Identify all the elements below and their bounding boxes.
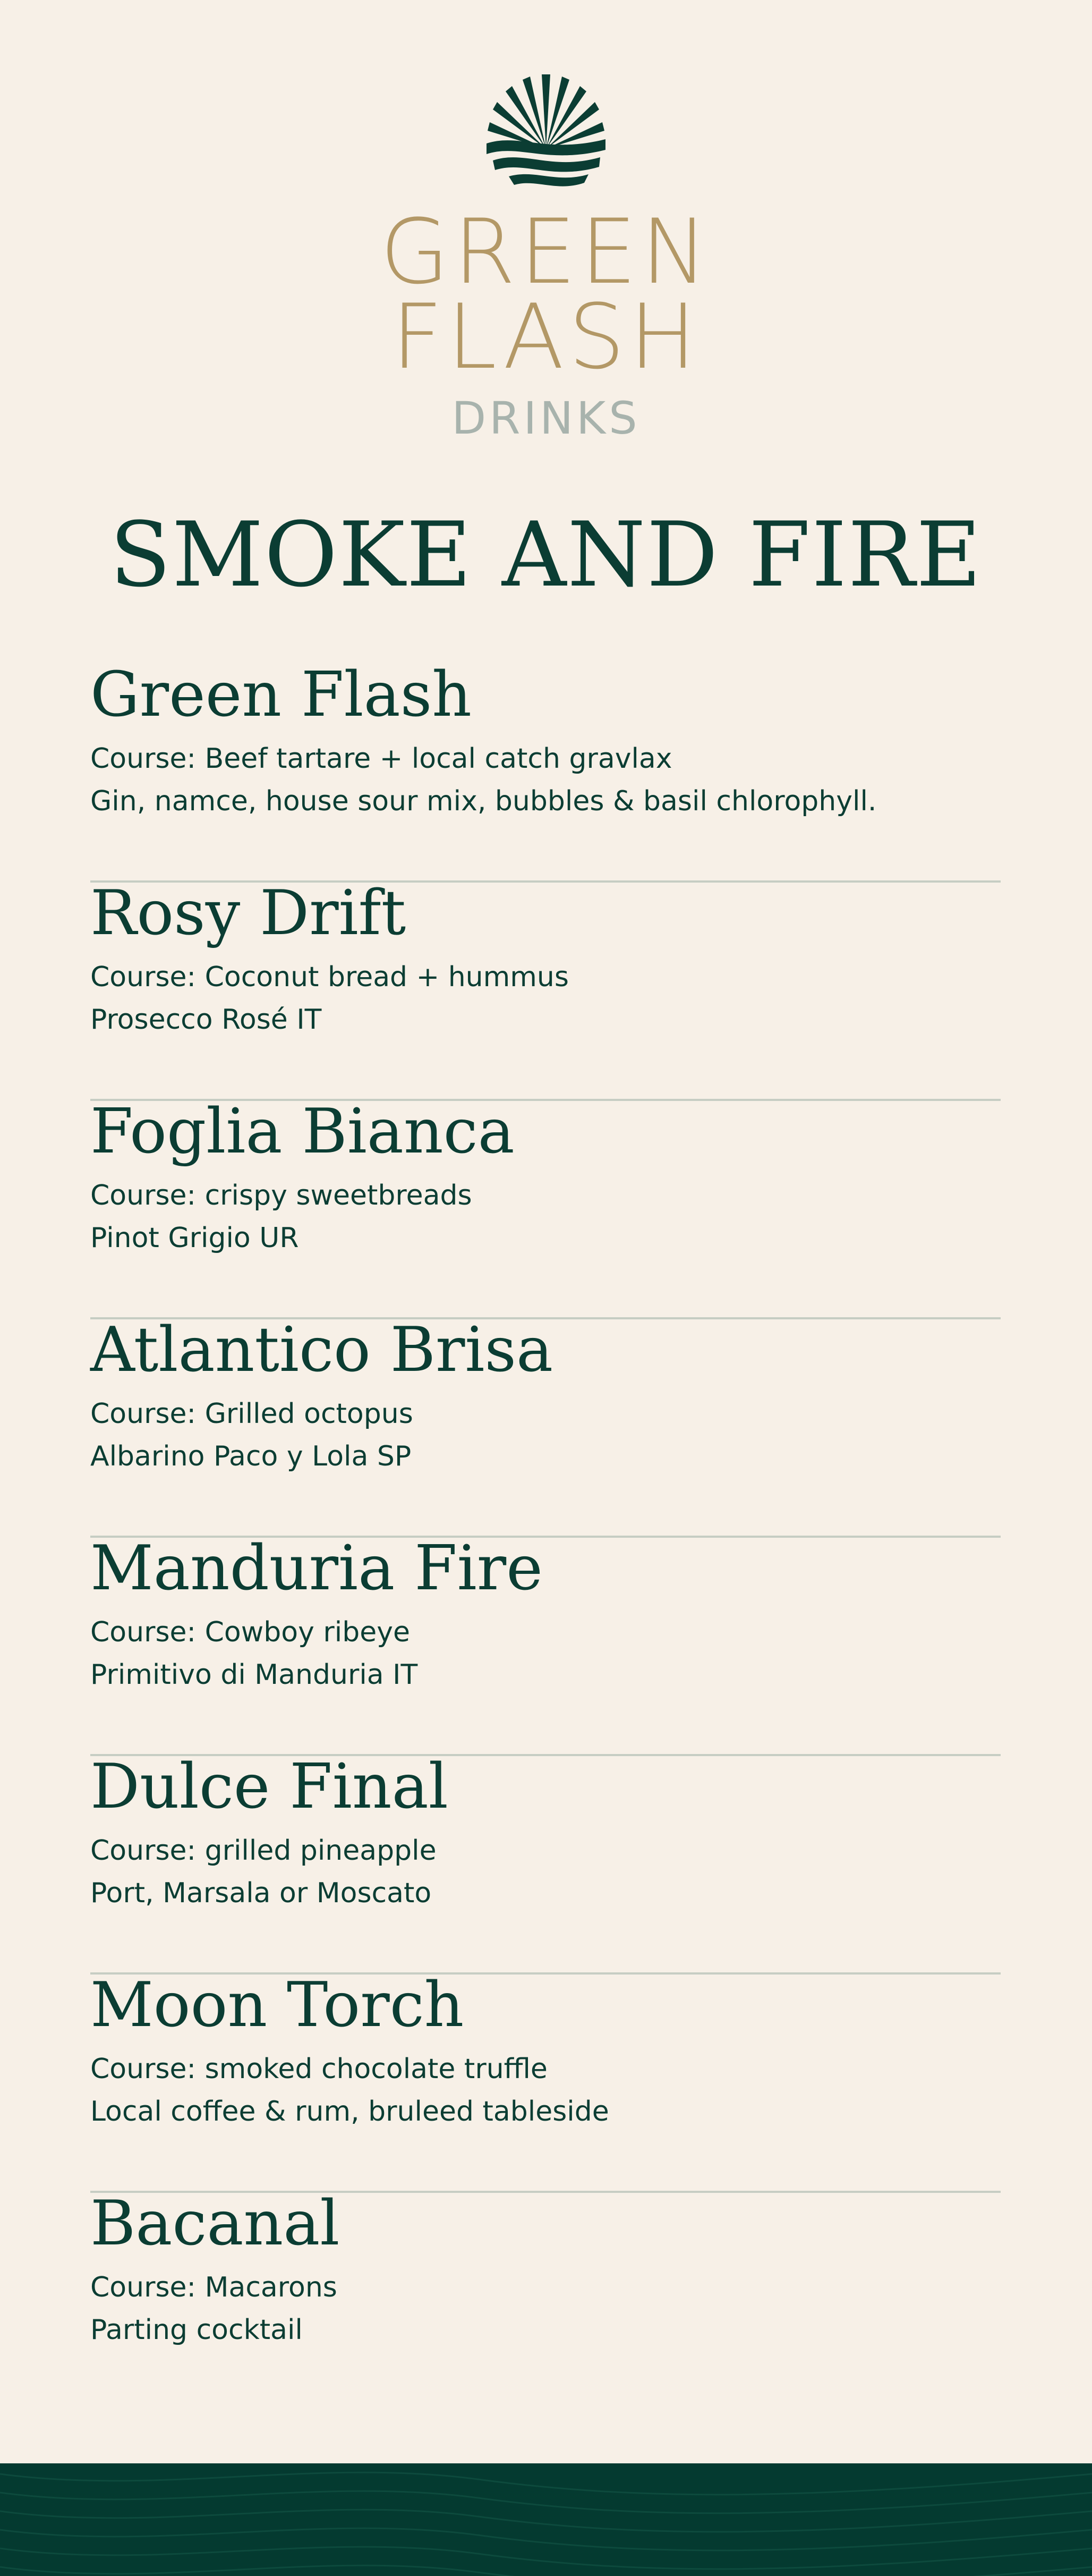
- item-name: Manduria Fire: [90, 1532, 543, 1604]
- menu-item: [90, 1532, 1001, 1756]
- item-course: Course: smoked chocolate truffle: [90, 2053, 548, 2085]
- item-name: Moon Torch: [90, 1969, 464, 2041]
- item-course: Course: Macarons: [90, 2272, 337, 2303]
- menu-item: [90, 1969, 1001, 2193]
- menu-item: [90, 1314, 1001, 1538]
- menu-item: [90, 659, 1001, 883]
- item-course: Course: Grilled octopus: [90, 1398, 413, 1430]
- item-name: Rosy Drift: [90, 877, 406, 949]
- brand-logo: [0, 69, 1092, 444]
- menu-item: [90, 1096, 1001, 1319]
- menu-item: [90, 877, 1001, 1101]
- menu-title: SMOKE AND FIRE: [109, 503, 983, 607]
- item-description: Albarino Paco y Lola SP: [90, 1440, 412, 1472]
- item-description: Parting cocktail: [90, 2314, 303, 2346]
- menu-item: [90, 1751, 1001, 1975]
- menu-list: [90, 659, 1001, 2411]
- item-name: Foglia Bianca: [90, 1096, 515, 1167]
- item-description: Port, Marsala or Moscato: [90, 1877, 432, 1909]
- item-name: Green Flash: [90, 659, 472, 731]
- brand-name-line2: FLASH: [391, 285, 701, 389]
- item-course: Course: grilled pineapple: [90, 1835, 437, 1867]
- item-course: Course: crispy sweetbreads: [90, 1180, 472, 1211]
- item-description: Local coffee & rum, bruleed tableside: [90, 2096, 609, 2128]
- item-name: Dulce Final: [90, 1751, 448, 1823]
- brand-subtitle: DRINKS: [451, 392, 641, 444]
- item-course: Course: Coconut bread + hummus: [90, 961, 569, 993]
- item-description: Gin, namce, house sour mix, bubbles & basil chlorophyll.: [90, 785, 877, 817]
- item-course: Course: Beef tartare + local catch gravlax: [90, 743, 672, 775]
- wave-pattern: [0, 2463, 1092, 2576]
- item-description: Pinot Grigio UR: [90, 1222, 299, 1254]
- item-name: Bacanal: [90, 2188, 340, 2259]
- brand-name-line1: GREEN: [380, 200, 712, 304]
- menu-item: [90, 2188, 1001, 2411]
- item-description: Primitivo di Manduria IT: [90, 1659, 418, 1691]
- item-course: Course: Cowboy ribeye: [90, 1616, 410, 1648]
- sunburst-wave-icon: [482, 69, 610, 197]
- footer-band: [0, 2463, 1092, 2576]
- item-description: Prosecco Rosé IT: [90, 1004, 322, 1036]
- item-name: Atlantico Brisa: [90, 1314, 553, 1386]
